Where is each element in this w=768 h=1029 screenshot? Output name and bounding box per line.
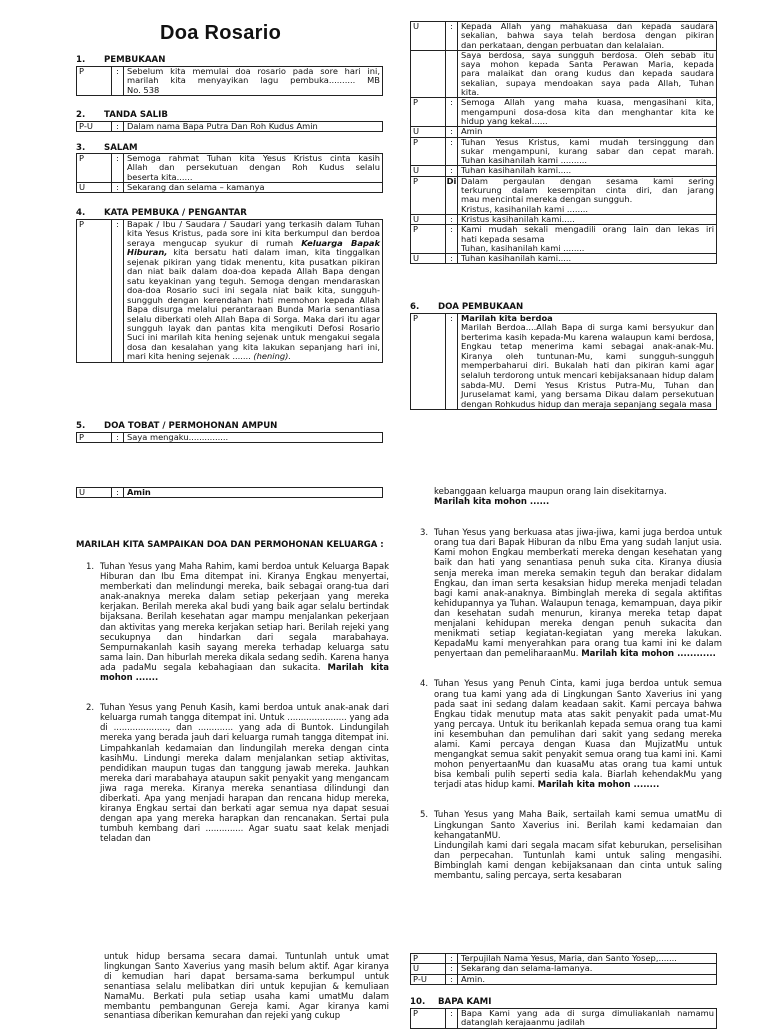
text-cell bbox=[124, 182, 383, 192]
line: Kami mudah sekali mengadili orang lain dan lekas iri bbox=[461, 224, 714, 235]
item-text: Tuhan Yesus yang berkuasa atas jiwa-jiwa, kami juga berdoa untuk orang tua dari Bapak Hiburan da nIbu Ema yang sudah lanjut usia. Kami mohon Engkau memberkati mereka dengan kesehatan yang baik dan hati yang senantiasa penuh suka cita. Kiranya diusia senja mereka iman mereka semakin teguh dan berakar didalam Engkau, dan iman serta kesaksian hidup mereka menjadi teladan bagi kami anak-anaknya. Bimbinglah mereka di segala aktifitas kehidupannya ya Tuhan. Walaupun tenaga, kemampuan, daya pikir dan kesehatan sudah menurun, kiranya mereka tetap dapat menjalani kehidupan mereka dengan penuh sukacita dan menikmati setiap kegiatan-kegiatan yang mereka lakukan. KepadaMu kami menyerahkan para orang tua kami ini ke dalam penyertaan dan pemeliharaanMu. bbox=[434, 528, 722, 660]
table-row bbox=[411, 964, 717, 974]
colon-cell: : bbox=[446, 225, 458, 254]
line: Tuhan Yesus Kristus, kami mudah tersinggung dan bbox=[461, 136, 714, 147]
table-row bbox=[411, 137, 717, 166]
table-row bbox=[411, 127, 717, 137]
colon-cell: : bbox=[112, 433, 124, 443]
line: Tuhan, kasihanilah kami ........ bbox=[461, 242, 585, 253]
table-row bbox=[411, 1009, 717, 1029]
line: Dalam pergaulan dengan sesama kami sering bbox=[461, 175, 714, 186]
section-number: 3. bbox=[76, 143, 86, 153]
table-row bbox=[411, 22, 717, 51]
role-cell: P bbox=[411, 225, 446, 254]
text-cell bbox=[124, 433, 383, 443]
role-cell: P bbox=[77, 220, 112, 363]
colon-cell: : bbox=[112, 154, 124, 183]
table-row bbox=[411, 98, 717, 127]
text-cell bbox=[458, 176, 717, 214]
item-number: 3. bbox=[420, 528, 429, 539]
text-cell bbox=[124, 67, 383, 96]
petition-list-right bbox=[420, 487, 722, 881]
section-number: 6. bbox=[410, 302, 420, 312]
item-text: Tuhan Yesus yang Penuh Cinta, kami juga berdoa untuk semua orang tua kami yang ada di Lingkungan Santo Xaverius ini yang pada saat ini sedang dalam keadaan sakit. Kami percaya bahwa Engkau tidak menutup mata atas sakit penyakit pada umat-Mu yang percaya. Untuk itu berikanlah kepada semua orang tua kami ini kesembuhan dan pemulihan dari sakit yang sedang mereka alami. Kami percaya dengan Kuasa dan MujizatMu untuk mengangkat semua sakit penyakit semua orang tua kami ini. Kami mohon penyertaanMu dan kuasaMu atas orang tua kami untuk bisa kembali pulih seperti sedia kala. Biarlah kehendakMu yang terjadi atas hidup kami. bbox=[434, 679, 722, 791]
colon-cell: : bbox=[112, 67, 124, 96]
role-cell: P bbox=[411, 176, 446, 214]
prayer-heading: Marilah kita berdoa bbox=[461, 313, 553, 323]
role-cell: P-U bbox=[411, 974, 446, 984]
item-text: Tuhan Yesus yang Maha Baik, sertailah kami semua umatMu di Lingkungan Santo Xaverius ini. Berilah kami kedamaian dan kehangatanMU. bbox=[434, 810, 722, 841]
petition-item bbox=[420, 679, 722, 791]
item-number: 4. bbox=[420, 679, 429, 690]
colon-cell: : bbox=[446, 954, 458, 964]
colon-cell: : bbox=[446, 166, 458, 176]
section-number: 2. bbox=[76, 110, 86, 120]
text-cell bbox=[458, 225, 717, 254]
text-cell: Sekarang dan selama-lamanya. bbox=[458, 964, 717, 974]
item-text: Tuhan Yesus yang Penuh Kasih, kami berdoa untuk anak-anak dari keluarga rumah tangga ditempat ini. Untuk ...................... yang ada di ...................., dan ............. yang ada di Buntok. Lindungilah mereka yang berada jauh dari keluarga rumah tangga ditempat ini. Limpahkanlah kedamaian dan lindungilah mereka dengan cinta kasihMu. Lindungi mereka dalam menjalankan setiap aktivitas, pendidikan maupun tugas dan tanggung jawab mereka. Jauhkan mereka dari marabahaya ataupun sakit penyakit yang mengancam jiwa raga mereka. Kiranya mereka senantiasa dilindungi dan diberkati. Apa yang menjadi harapan dan rencana hidup mereka, kiranya Engkau sertai dan berkati agar semua nya dapat sesuai dengan apa yang mereka harapkan dan rencanakan. Sertai pula tumbuh kembang dari .............. Agar suatu saat kelak menjadi teladan dan bbox=[100, 703, 389, 845]
section-number: 5. bbox=[76, 421, 86, 431]
page-title: Doa Rosario bbox=[160, 22, 282, 44]
bapa-kami-table bbox=[410, 1008, 717, 1029]
line: Tuhan kasihanilah kami .......... bbox=[461, 155, 588, 166]
table-row bbox=[411, 176, 717, 214]
table-row bbox=[411, 974, 717, 984]
text-cell bbox=[458, 137, 717, 166]
colon-cell: : bbox=[112, 182, 124, 192]
petition-intro: MARILAH KITA SAMPAIKAN DOA DAN PERMOHONAN KELUARGA : bbox=[76, 540, 384, 550]
petition-continuation bbox=[434, 487, 722, 507]
role-cell: P bbox=[411, 954, 446, 964]
colon-cell: : bbox=[446, 964, 458, 974]
line: Kristus kasihanilah kami..... bbox=[461, 213, 575, 224]
line: sekalian, supaya mendoakan saya pada Allah, Tuhan bbox=[461, 77, 714, 88]
table-row bbox=[411, 166, 717, 176]
petition-item bbox=[86, 703, 389, 845]
table-row bbox=[77, 433, 383, 443]
role-cell: U bbox=[77, 182, 112, 192]
role-cell: P bbox=[411, 98, 446, 127]
text-cell bbox=[458, 314, 717, 410]
line: Sebelum kita memulai doa rosario pada sore hari ini, bbox=[127, 66, 380, 76]
text-cell bbox=[458, 98, 717, 127]
section-heading-tanda-salib bbox=[76, 110, 168, 120]
role-cell: U bbox=[77, 488, 112, 498]
section-heading-salam bbox=[76, 143, 138, 153]
item-number: 1. bbox=[86, 562, 95, 572]
table-row bbox=[411, 954, 717, 964]
line: para malaikat dan orang kudus dan kepada saudara bbox=[461, 68, 714, 79]
table-row bbox=[411, 225, 717, 254]
line: mengampuni dosa-dosa kita dan menghantar kita ke bbox=[461, 106, 714, 117]
role-cell: U bbox=[411, 166, 446, 176]
colon-cell: : bbox=[446, 137, 458, 166]
section-number: 1. bbox=[76, 55, 86, 65]
section-number: 4. bbox=[76, 208, 86, 218]
line: No. 538 bbox=[127, 84, 160, 95]
body-text: kita bersatu hati dalam iman, kita tinggalkan sejenak pikiran yang tidak menentu, kita pusatkan pikiran dan niat baik dalam doa-doa kepada Allah Bapa dengan satu keyakinan yang teguh. Semoga dengan mendaraskan doa-doa Rosario suci ini segala niat baik kita, sungguh-sungguh dengan kerendahan hati memohon kepada Allah Bapa disurga melalui perantaraan Bunda Maria senantiasa selalu diberkati oleh Allah Bapa di Sorga. Maka dari itu agar sungguh layak dan pantas kita mengikuti Defosi Rosario Suci ini marilah kita hening sejenak untuk mengakui segala dosa dan kesalahan yang kita lakukan sepanjang hari ini, mari kita hening sejenak ....... bbox=[127, 247, 380, 362]
kata-pembuka-table bbox=[76, 219, 383, 363]
role-cell: P bbox=[411, 314, 446, 410]
table-row bbox=[77, 182, 383, 192]
table-row bbox=[77, 488, 383, 498]
line: Tuhan kasihanilah kami..... bbox=[461, 165, 572, 176]
pembukaan-table bbox=[76, 66, 383, 96]
item-response: Marilah kita mohon ...... bbox=[434, 497, 550, 508]
colon-cell: : bbox=[112, 122, 124, 132]
line: Semoga rahmat Tuhan kita Yesus Kristus cinta kasih bbox=[127, 153, 380, 163]
petition-item bbox=[86, 562, 389, 684]
text-cell bbox=[458, 214, 717, 224]
colon-cell: : bbox=[446, 314, 458, 410]
section-label: KATA PEMBUKA / PENGANTAR bbox=[104, 208, 247, 218]
line: hati kepada sesama bbox=[461, 233, 545, 244]
role-cell: U bbox=[411, 127, 446, 137]
text-cell bbox=[458, 22, 717, 51]
table-row bbox=[77, 154, 383, 183]
line: Dalam nama Bapa Putra Dan Roh Kudus Amin bbox=[127, 121, 318, 131]
line: mau mencintai mereka dengan sungguh. bbox=[461, 194, 633, 205]
line: Saya berdosa, saya sungguh berdosa. Oleh sebab itu bbox=[461, 49, 714, 60]
table-row bbox=[77, 67, 383, 96]
table-row bbox=[411, 214, 717, 224]
line: sekalian, bahwa saya telah berdosa dengan pikiran bbox=[461, 30, 714, 41]
line: sukar mengampuni, kurang sabar dan cepat marah. bbox=[461, 145, 714, 156]
item-text: Tuhan Yesus yang Maha Rahim, kami berdoa untuk Keluarga Bapak Hiburan dan Ibu Ema ditempat ini. Kiranya Engkau menyertai, memberkati dan melindungi mereka, baik sebagai orang-tua dari anak-anaknya mereka dalam setiap pekerjaan yang mereka kerjakan. Berilah mereka akal budi yang baik agar selalu bertindak bijaksana. Berilah kesehatan agar mampu menjalankan pekerjaan dan aktivitas yang mereka kerjakan setiap hari. Berilah rejeki yang secukupnya dan hindarkan dari segala marabahaya. Sempurnakanlah kasih sayang mereka terhadap keluarga satu sama lain. Dan hiburlah mereka dikala sedang sedih. Karena hanya ada padaMu segala kebahagiaan dan sukacita. bbox=[100, 562, 389, 673]
section-heading-bapa-kami bbox=[410, 997, 491, 1007]
line: marilah kita menyayikan lagu pembuka.......... MB bbox=[127, 75, 380, 86]
petition-list-left bbox=[86, 562, 389, 845]
petition-item bbox=[420, 810, 722, 881]
role-cell: U bbox=[411, 254, 446, 264]
colon-cell: : bbox=[112, 488, 124, 498]
role-cell: P bbox=[77, 154, 112, 183]
line: Kristus, kasihanilah kami ........ bbox=[461, 203, 589, 214]
item-number: 5. bbox=[420, 810, 429, 821]
text-cell bbox=[124, 154, 383, 183]
amin-table bbox=[76, 487, 383, 498]
text-cell bbox=[124, 220, 383, 363]
salam-table bbox=[76, 153, 383, 193]
closing-table bbox=[410, 953, 717, 985]
text-cell bbox=[458, 254, 717, 264]
table-row bbox=[411, 254, 717, 264]
colon-cell: : bbox=[446, 98, 458, 127]
colon-cell: : bbox=[446, 214, 458, 224]
doa-tobat-continued-table bbox=[410, 21, 717, 264]
intro-text: Bapak / Ibu / Saudara / Saudari yang terkasih dalam Tuhan kita Yesus Kristus, pada sore ini kita berkumpul dan berdoa seraya mengucap syukur di rumah bbox=[127, 219, 380, 248]
item-response: Marilah kita mohon ............ bbox=[581, 649, 716, 660]
section-label: PEMBUKAAN bbox=[104, 55, 166, 65]
section-label: SALAM bbox=[104, 143, 138, 153]
item-number: 2. bbox=[86, 703, 95, 714]
section-number: 10. bbox=[410, 997, 426, 1007]
role-cell: U bbox=[411, 22, 446, 51]
section-label: TANDA SALIB bbox=[104, 110, 168, 120]
section-heading-pembukaan bbox=[76, 55, 165, 65]
section-heading-kata-pembuka bbox=[76, 208, 247, 218]
doa-tobat-table bbox=[76, 432, 383, 443]
line: beserta kita...... bbox=[127, 171, 193, 182]
table-row bbox=[411, 314, 717, 410]
doa-pembukaan-table bbox=[410, 313, 717, 410]
section-label: DOA TOBAT / PERMOHONAN AMPUN bbox=[104, 421, 278, 431]
tanda-salib-table bbox=[76, 121, 383, 132]
item-response: Marilah kita mohon ........ bbox=[537, 780, 660, 791]
text-cell bbox=[458, 127, 717, 137]
text-cell: Bapa Kami yang ada di surga dimuliakanlah namamu datanglah kerajaanmu jadilah bbox=[458, 1009, 717, 1029]
emphasis-text: Keluarga Bapak Hiburan, bbox=[127, 237, 380, 258]
colon-cell: : bbox=[446, 1009, 458, 1029]
colon-cell bbox=[446, 50, 458, 97]
petition-continuation-bottom: untuk hidup bersama secara damai. Tuntunlah untuk umat lingkungan Santo Xaverius yang masih belum aktif. Agar kiranya di kemudian hari dapat bersama-sama berkumpul untuk senantiasa selalu melibatkan diri untuk kepujian & kemuliaan NamaMu. Berkati pula setiap usaha kami umatMu dalam membantu pembangunan Gereja kami. Agar kiranya kami senantiasa diberikan kemurahan dan rejeki yang cukup bbox=[104, 952, 389, 1022]
prayer-text: Marilah Berdoa....Allah Bapa di surga kami bersyukur dan berterima kasih kepada-Mu karena walaupun kami berdosa, Engkau tetap menerima kami sebagai anak-anak-Mu. Kiranya oleh tuntunan-Mu, kami sungguh-sungguh memperbaharui diri. Bukalah hati dan pikiran kami agar selaluh terdorong untuk mencari kebijaksanaan hidup dalam sabda-MU. Demi Yesus Kristus Putra-Mu, Tuhan dan Juruselamat kami, yang bersama Dikau dalam persekutuan dengan Rohkudus hidup dan meraja sepanjang segala masa bbox=[461, 322, 714, 409]
line: Sekarang dan selama – kamanya bbox=[127, 181, 265, 192]
role-cell: U bbox=[411, 214, 446, 224]
colon-cell: : bbox=[446, 974, 458, 984]
text-cell bbox=[458, 166, 717, 176]
role-cell: P bbox=[411, 137, 446, 166]
line: Allah dan persekutuan dengan Roh Kudus selalu bbox=[127, 162, 380, 173]
table-row bbox=[77, 220, 383, 363]
continuation-text: kebanggaan keluarga maupun orang lain disekitarnya. bbox=[434, 487, 667, 497]
role-cell: P-U bbox=[77, 122, 112, 132]
colon-cell: : bbox=[112, 220, 124, 363]
role-cell bbox=[411, 50, 446, 97]
role-cell: P bbox=[411, 1009, 446, 1029]
item-response: Marilah kita mohon ....... bbox=[100, 662, 389, 684]
petition-item bbox=[420, 528, 722, 660]
table-row bbox=[77, 122, 383, 132]
text-cell bbox=[458, 50, 717, 97]
colon-cell: : bbox=[446, 127, 458, 137]
text-cell: Amin. bbox=[458, 974, 717, 984]
line: terkurung dalam kesempitan cinta diri, dan jarang bbox=[461, 185, 714, 196]
line: saya mohon kepada Santa Perawan Maria, kepada bbox=[461, 59, 714, 70]
line: kita. bbox=[461, 87, 480, 98]
colon-cell: Di bbox=[446, 176, 458, 214]
text-cell: Terpujilah Nama Yesus, Maria, dan Santo Yosep,....... bbox=[458, 954, 717, 964]
text-cell: Amin bbox=[124, 488, 383, 498]
section-label: BAPA KAMI bbox=[438, 997, 492, 1007]
role-cell: P bbox=[77, 433, 112, 443]
line: Saya mengaku............... bbox=[127, 432, 229, 442]
colon-cell: : bbox=[446, 22, 458, 51]
line: Kepada Allah yang mahakuasa dan kepada saudara bbox=[461, 21, 714, 31]
hening-text: (hening). bbox=[253, 351, 291, 362]
text-cell bbox=[124, 122, 383, 132]
line: Amin bbox=[461, 126, 483, 137]
line: Semoga Allah yang maha kuasa, mengasihani kita, bbox=[461, 97, 714, 108]
role-cell: U bbox=[411, 964, 446, 974]
item-text-continued: Lindungilah kami dari segala macam sifat keburukan, perselisihan dan perpecahan. Tuntunlah kami untuk saling mengasihi. Bimbinglah kami dengan kebijaksanaan dan cinta untuk saling membantu, saling percaya, serta kesabaran bbox=[434, 840, 722, 881]
line: dan perkataan, dengan perbuatan dan kelalaian. bbox=[461, 39, 665, 50]
table-row bbox=[411, 50, 717, 97]
line: Tuhan kasihanilah kami..... bbox=[461, 253, 572, 264]
colon-cell: : bbox=[446, 254, 458, 264]
section-heading-doa-tobat bbox=[76, 421, 277, 431]
line: hidup yang kekal...... bbox=[461, 115, 548, 126]
section-heading-doa-pembukaan bbox=[410, 302, 523, 312]
section-label: DOA PEMBUKAAN bbox=[438, 302, 524, 312]
role-cell: P bbox=[77, 67, 112, 96]
